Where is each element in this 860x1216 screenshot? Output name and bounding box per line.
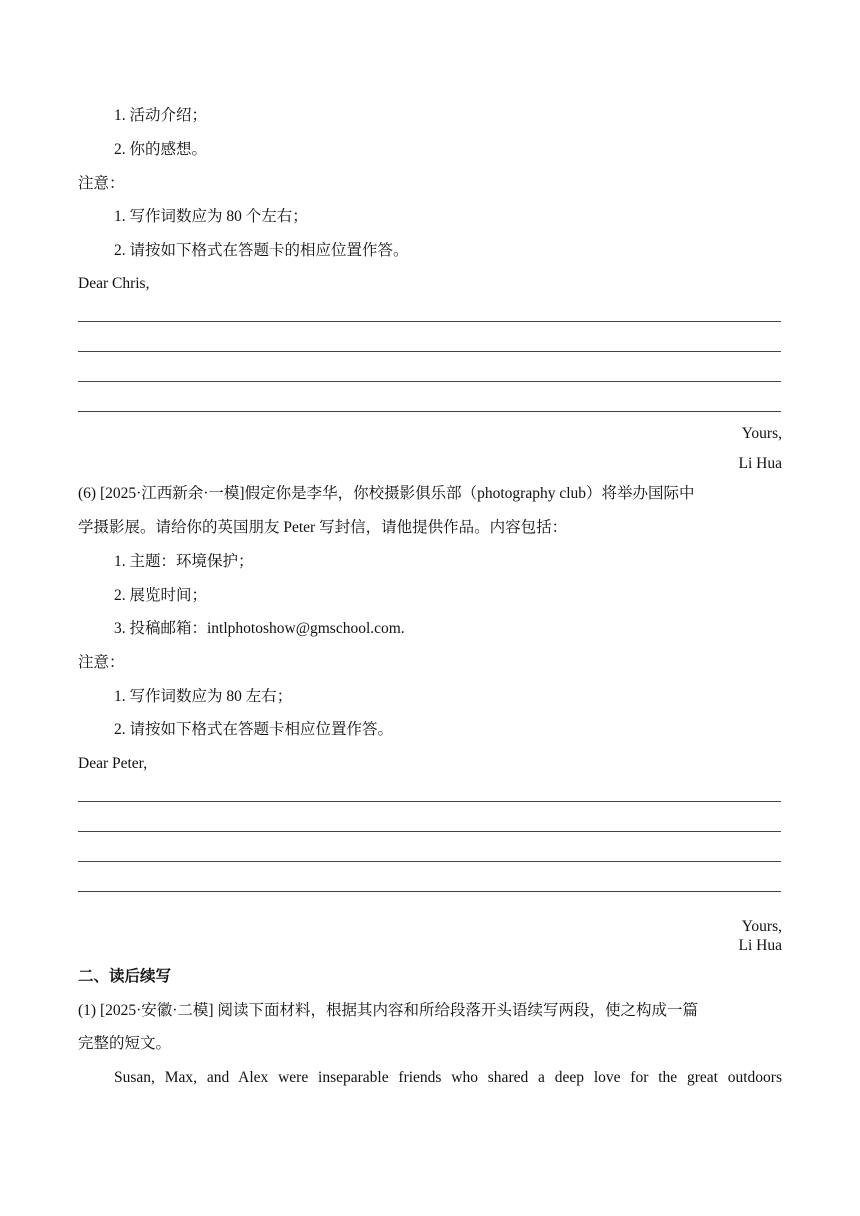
answer-line	[78, 801, 781, 802]
task5-note-1: 1. 写作词数应为 80 个左右；	[114, 208, 308, 225]
task6-signature: Li Hua	[738, 937, 782, 954]
task5-greeting: Dear Chris,	[78, 275, 150, 292]
answer-line	[78, 351, 781, 352]
task6-item-2: 2. 展览时间；	[114, 587, 208, 604]
task6-prompt-line-1: (6) [2025·江西新余·一模]假定你是李华，你校摄影俱乐部（photography club）将举办国际中	[78, 485, 695, 502]
passage-line-1: Susan, Max, and Alex were inseparable friends who shared a deep love for the great outdoors	[114, 1069, 782, 1086]
section2-prompt-line-1: (1) [2025·安徽·二模] 阅读下面材料，根据其内容和所给段落开头语续写两段，使之构成一篇	[78, 1002, 698, 1019]
task5-signature: Li Hua	[738, 455, 782, 472]
task5-item-1: 1. 活动介绍；	[114, 107, 208, 124]
task6-item-1: 1. 主题：环境保护；	[114, 553, 254, 570]
task5-closing: Yours,	[741, 425, 782, 442]
answer-line	[78, 891, 781, 892]
task5-note-2: 2. 请按如下格式在答题卡的相应位置作答。	[114, 242, 409, 259]
answer-line	[78, 321, 781, 322]
task6-notice-label: 注意：	[78, 654, 125, 671]
task5-notice-label: 注意：	[78, 175, 125, 192]
task6-note-2: 2. 请按如下格式在答题卡相应位置作答。	[114, 721, 394, 738]
task6-note-1: 1. 写作词数应为 80 左右；	[114, 688, 293, 705]
answer-line	[78, 411, 781, 412]
task6-closing: Yours,	[741, 918, 782, 935]
task5-item-2: 2. 你的感想。	[114, 141, 208, 158]
section-heading: 二、读后续写	[78, 968, 172, 985]
section2-prompt-line-2: 完整的短文。	[78, 1035, 172, 1052]
task6-greeting: Dear Peter,	[78, 755, 148, 772]
answer-line	[78, 381, 781, 382]
task6-item-3: 3. 投稿邮箱：intlphotoshow@gmschool.com.	[114, 620, 405, 637]
answer-line	[78, 831, 781, 832]
task6-prompt-line-2: 学摄影展。请给你的英国朋友 Peter 写封信，请他提供作品。内容包括：	[78, 519, 568, 536]
answer-line	[78, 861, 781, 862]
